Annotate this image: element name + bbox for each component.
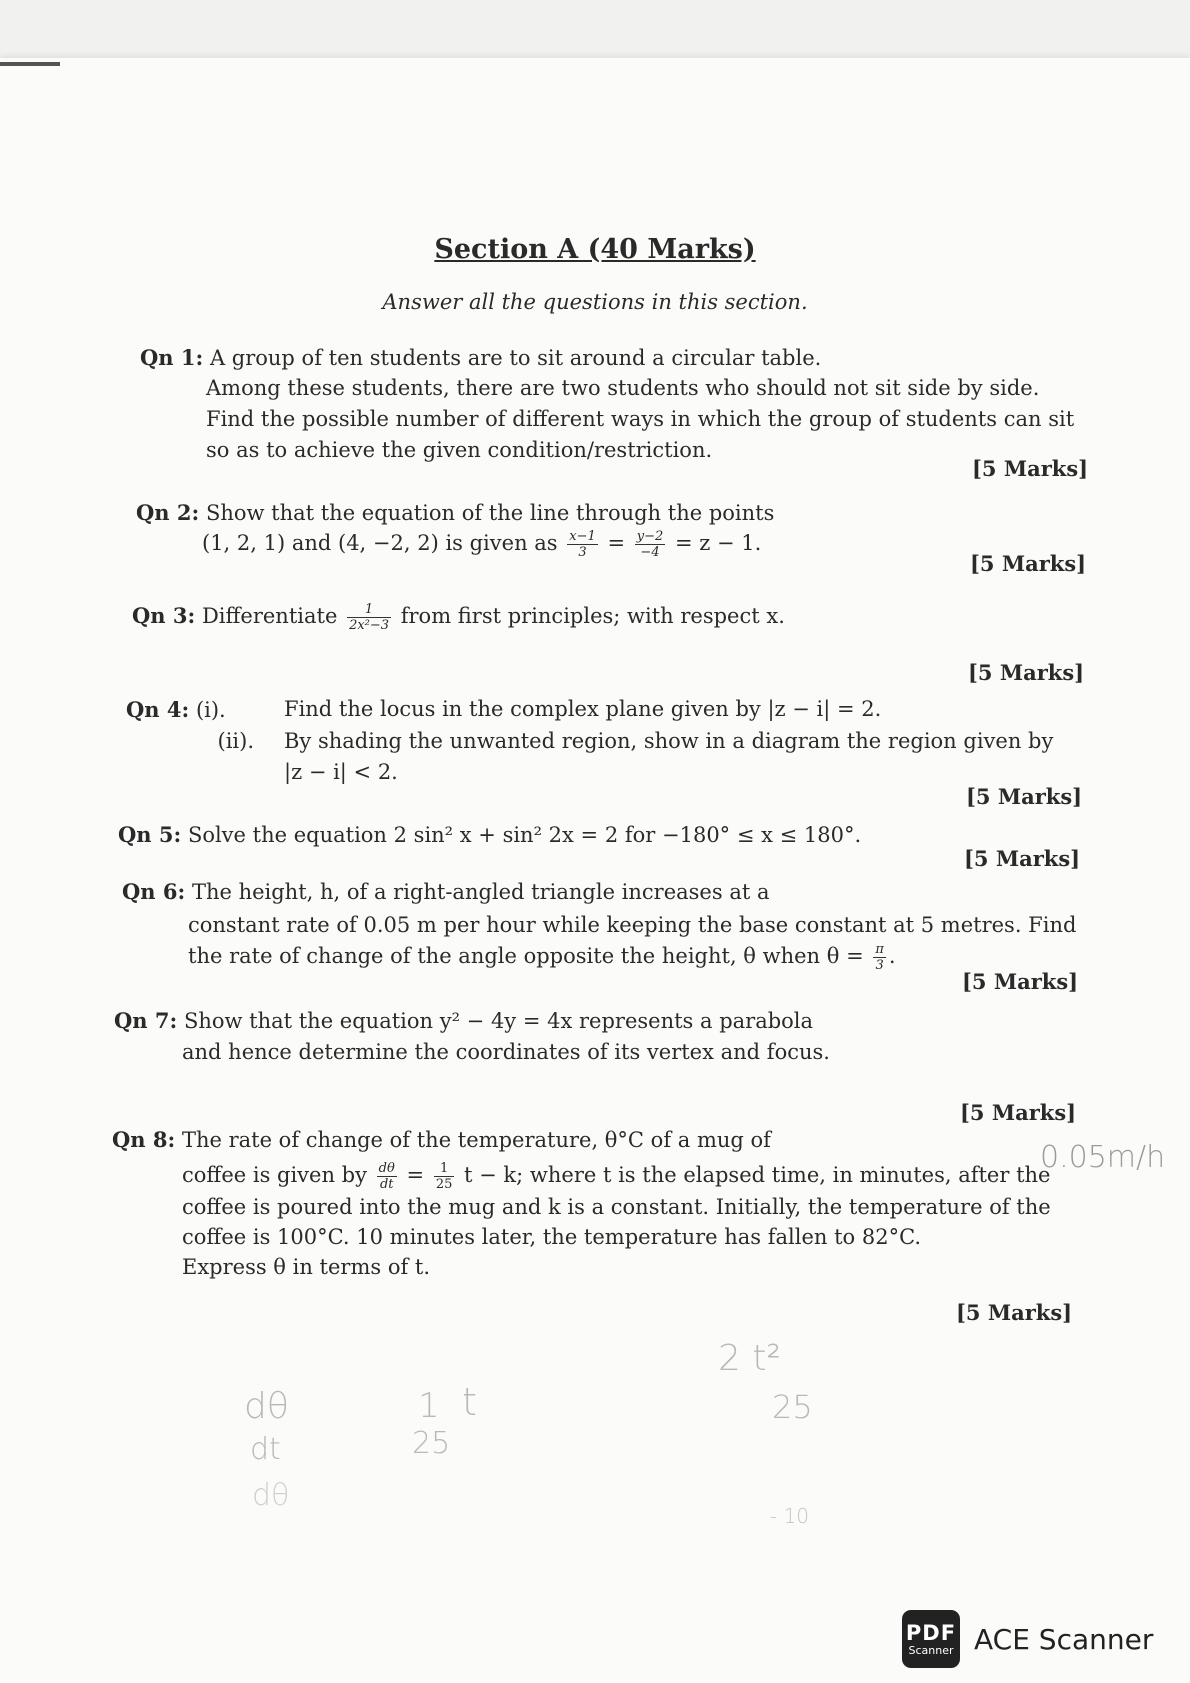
marks-label: [5 Marks]: [962, 969, 1079, 994]
fraction: $\frac{\pi}{3}$: [875, 942, 884, 973]
pdf-scanner-logo-icon: PDF Scanner: [902, 1610, 960, 1668]
question-text: Find the possible number of different ways in which the group of students can sit: [206, 407, 1075, 431]
question-8: [112, 1124, 771, 1156]
question-label: Qn 7:: [114, 1008, 178, 1033]
fraction: $\frac{y-2}{-4}$: [636, 529, 664, 560]
question-6-body: [188, 910, 1076, 973]
question-text: Express θ in terms of t.: [182, 1255, 431, 1279]
section-title: Section A (40 Marks): [434, 234, 756, 265]
watermark-text: ACE Scanner: [974, 1622, 1154, 1656]
question-7-body: [182, 1037, 830, 1068]
handwritten-note: 25: [412, 1426, 451, 1461]
question-label: Qn 1:: [140, 345, 204, 370]
question-label: Qn 4:: [126, 697, 190, 722]
question-3: Qn 3: Differentiate $\frac{1}{\text{2x²−3}}$ from first principles; with respect x.: [132, 602, 785, 633]
question-label: Qn 5:: [118, 822, 182, 847]
fraction: $\frac{1}{\text{2x²−3}}$: [349, 602, 390, 633]
question-1: [140, 342, 821, 374]
scanner-watermark: [902, 1610, 1153, 1668]
handwritten-note: - 10: [770, 1504, 810, 1528]
question-label: Qn 3:: [132, 603, 196, 628]
marks-label: [5 Marks]: [964, 846, 1081, 871]
question-text: A group of ten students are to sit around a circular table.: [209, 346, 822, 370]
handwritten-note: 2 t²: [718, 1338, 781, 1379]
handwritten-note: dθ: [244, 1386, 289, 1427]
question-text: The rate of change of the temperature, θ°C of a mug of: [181, 1128, 771, 1152]
question-text: constant rate of 0.05 m per hour while keeping the base constant at 5 metres. Find: [188, 913, 1077, 937]
question-5: [118, 819, 861, 851]
handwritten-note: dθ: [252, 1478, 290, 1513]
question-6: [122, 876, 769, 908]
handwritten-note: dt: [250, 1432, 281, 1467]
question-1-body: [206, 373, 1074, 466]
page-edge-shadow: [0, 62, 60, 66]
question-2: [136, 497, 774, 529]
handwritten-margin-note: 0.05m/h: [1040, 1140, 1166, 1175]
marks-label: [5 Marks]: [966, 784, 1083, 809]
question-text: (1, 2, 1) and (4, −2, 2) is given as: [202, 531, 558, 555]
marks-label: [5 Marks]: [972, 456, 1089, 481]
marks-label: [5 Marks]: [956, 1300, 1073, 1325]
handwritten-note: t: [462, 1380, 477, 1424]
question-label: Qn 8:: [112, 1127, 176, 1152]
question-text: coffee is 100°C. 10 minutes later, the temperature has fallen to 82°C.: [182, 1225, 922, 1249]
marks-label: [5 Marks]: [968, 660, 1085, 685]
question-text: Find the locus in the complex plane given by |z − i| = 2.: [284, 697, 882, 721]
marks-label: [5 Marks]: [970, 551, 1087, 576]
question-text: Show that the equation y² − 4y = 4x represents a parabola: [183, 1009, 814, 1033]
question-7: [114, 1005, 813, 1037]
question-4: Qn 4: (i). Find the locus in the complex plane given by |z − i| = 2. (ii). By shading the unwanted region, show in a diagram the region given by |z − i| < 2.: [126, 694, 1086, 788]
question-text: Show that the equation of the line through the points: [205, 501, 775, 525]
question-text: coffee is poured into the mug and k is a constant. Initially, the temperature of the: [182, 1195, 1051, 1219]
question-text: |z − i| < 2.: [284, 760, 398, 784]
question-8-body: [182, 1160, 1051, 1282]
fraction: $\frac{1}{25}$: [435, 1161, 453, 1192]
question-text: By shading the unwanted region, show in a diagram the region given by: [284, 729, 1054, 753]
question-text: and hence determine the coordinates of its vertex and focus.: [182, 1040, 830, 1064]
question-text: the rate of change of the angle opposite the height, θ when θ = $\frac{\pi}{3}$ .: [188, 942, 896, 973]
question-text: so as to achieve the given condition/restriction.: [206, 438, 713, 462]
question-label: Qn 2:: [136, 500, 200, 525]
section-instruction: Answer all the questions in this section.: [382, 290, 808, 314]
question-label: Qn 6:: [122, 879, 186, 904]
fraction: $\frac{d\theta}{dt}$: [378, 1161, 395, 1192]
question-text: Among these students, there are two students who should not sit side by side.: [206, 376, 1040, 400]
handwritten-note: 1: [418, 1386, 440, 1426]
question-text: The height, h, of a right-angled triangle increases at a: [191, 880, 770, 904]
marks-label: [5 Marks]: [960, 1100, 1077, 1125]
fraction: $\frac{x-1}{3}$: [569, 529, 596, 560]
question-text: coffee is given by $\frac{d\theta}{dt}$ = $\frac{1}{25}$ t − k; where t is the elapsed time, in minutes, after the: [182, 1161, 1051, 1192]
question-2-equation: (1, 2, 1) and (4, −2, 2) is given as $\frac{x-1}{3}$ = $\frac{y-2}{-4}$ = z − 1.: [202, 529, 762, 560]
handwritten-note: 25: [772, 1388, 813, 1426]
question-text: Solve the equation 2 sin² x + sin² 2x = 2 for −180° ≤ x ≤ 180°.: [187, 823, 862, 847]
